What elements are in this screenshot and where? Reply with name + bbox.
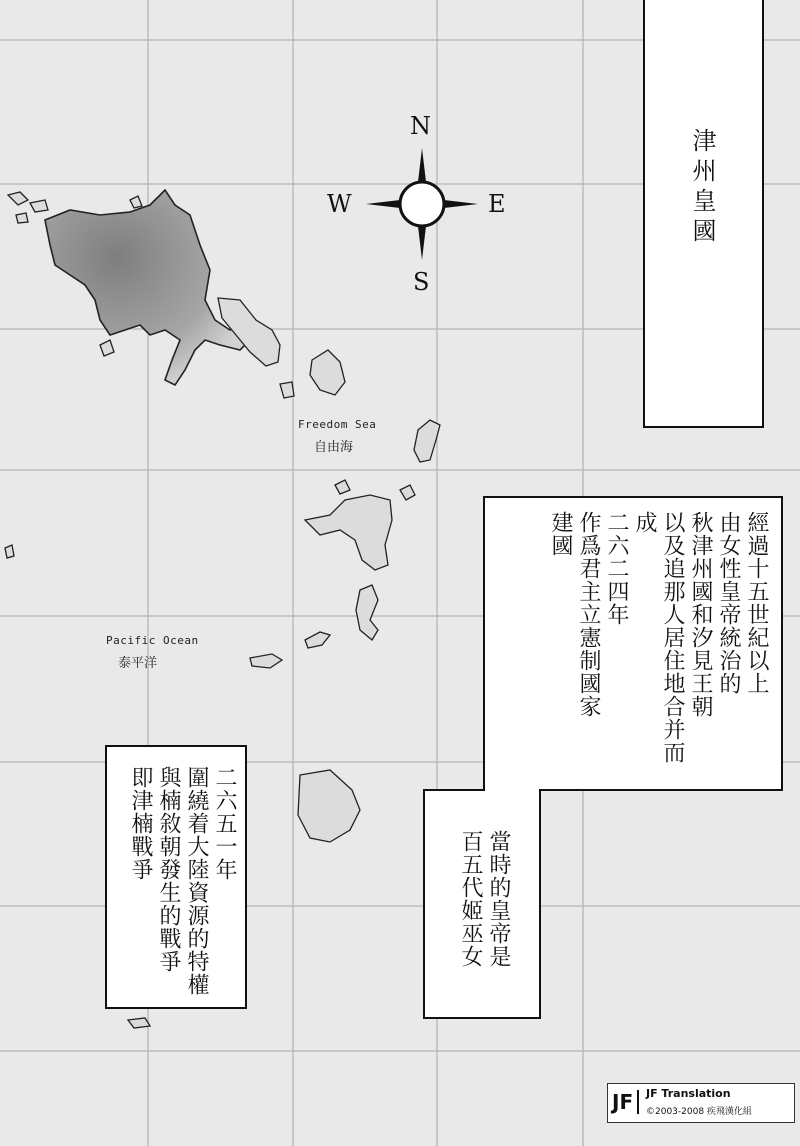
history-col-1: 經過十五世紀以上: [744, 511, 769, 695]
history-col-6: 作爲君主立憲制國家: [576, 511, 601, 718]
compass-south-label: S: [413, 268, 430, 296]
history-col-4: 以及追那人居住地合并而成: [632, 511, 685, 764]
war-col-3: 與楠敘朝發生的戰爭: [156, 766, 181, 973]
history-text: [546, 511, 770, 781]
war-col-1: 二六五一年: [212, 766, 237, 881]
compass-east-label: E: [488, 190, 506, 218]
title-text: 津州皇國: [688, 128, 716, 248]
compass-north-label: N: [410, 112, 431, 140]
emperor-text: [456, 830, 512, 1010]
history-col-5: 二六二四年: [604, 511, 629, 626]
emperor-col-2: 百五代姬巫女: [458, 830, 483, 968]
credit-copyright: ©2003-2008 疾飛漢化組: [646, 1107, 752, 1117]
pacific-ocean-label-en: Pacific Ocean: [106, 634, 199, 647]
war-box: [106, 746, 246, 1008]
credit-box: [607, 1083, 795, 1123]
emperor-col-1: 當時的皇帝是: [486, 830, 511, 968]
emperor-box: [424, 790, 540, 1018]
history-col-7: 建國: [548, 511, 573, 557]
war-col-2: 圍繞着大陸資源的特權: [184, 766, 209, 996]
jf-logo: JF: [612, 1090, 639, 1114]
freedom-sea-label-zh: 自由海: [314, 440, 354, 455]
credit-title: JF Translation: [646, 1087, 731, 1100]
compass-west-label: W: [327, 190, 352, 218]
war-text: [126, 766, 238, 1006]
pacific-ocean-label-zh: 泰平洋: [118, 656, 158, 671]
freedom-sea-label-en: Freedom Sea: [298, 418, 377, 431]
war-col-4: 即津楠戰爭: [128, 766, 153, 881]
history-col-2: 由女性皇帝統治的: [716, 511, 741, 695]
history-col-3: 秋津州國和汐見王朝: [688, 511, 713, 718]
history-box: [484, 497, 782, 790]
